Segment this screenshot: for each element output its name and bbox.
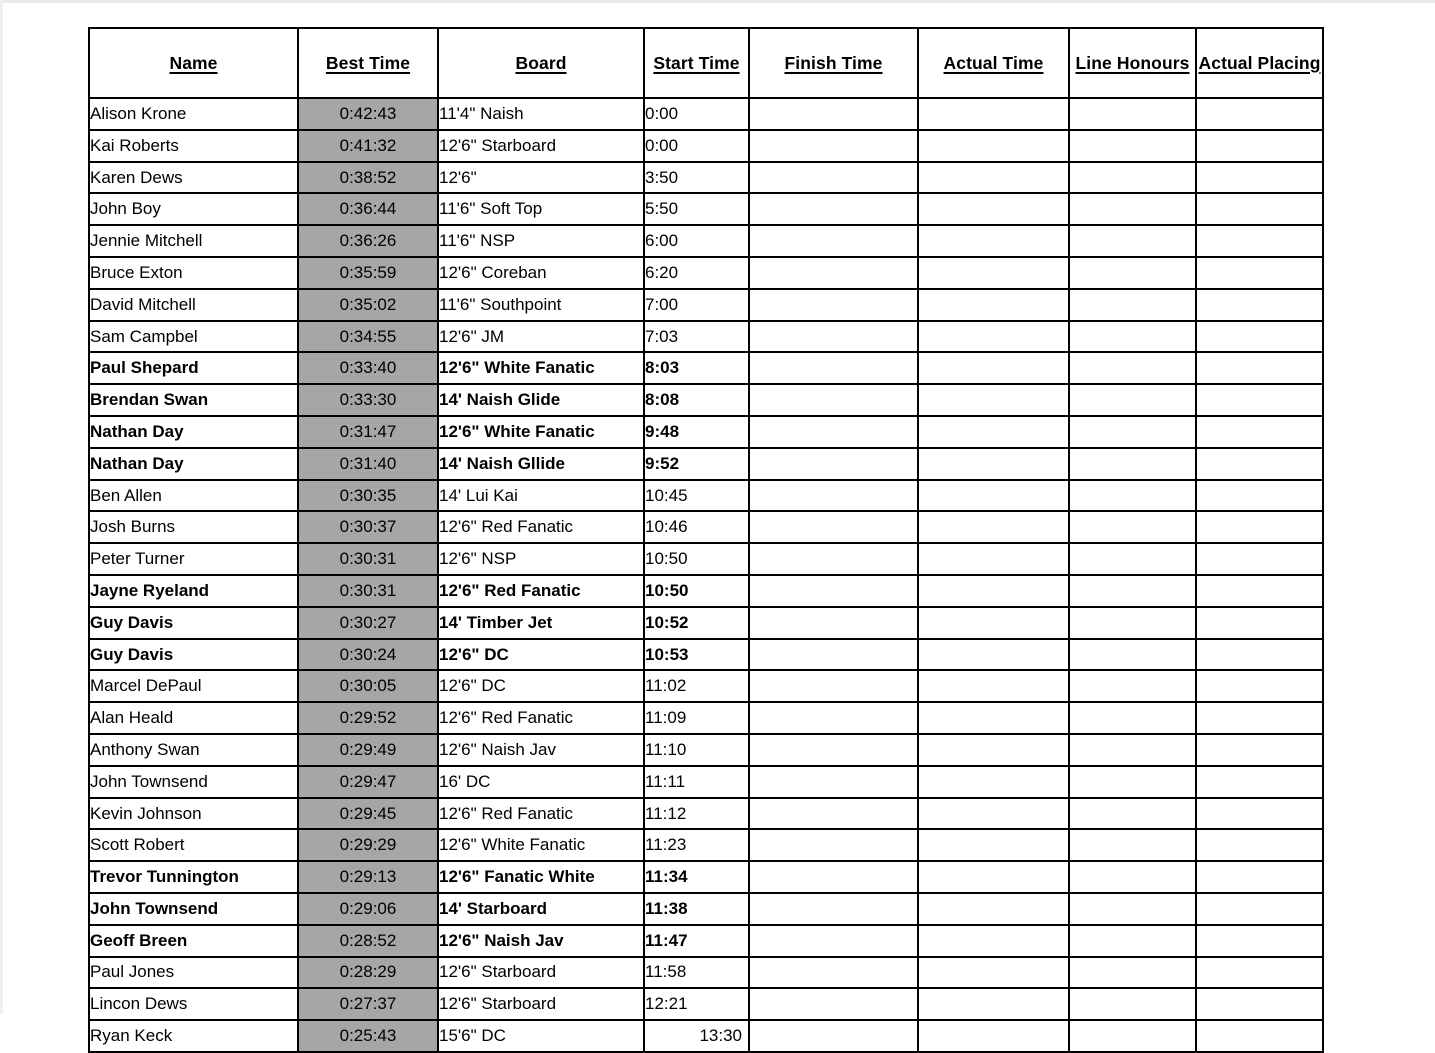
cell-actual[interactable] [918,893,1069,925]
cell-line[interactable] [1069,988,1196,1020]
cell-line[interactable] [1069,352,1196,384]
column-header-start-time[interactable] [644,28,749,98]
results-sheet [88,27,1322,1053]
cell-name[interactable]: David Mitchell [89,289,298,321]
cell-start[interactable]: 11:23 [644,829,749,861]
cell-actual[interactable] [918,798,1069,830]
cell-board[interactable]: 12'6" Naish Jav [438,925,644,957]
cell-board[interactable]: 12'6" Naish Jav [438,734,644,766]
cell-name[interactable]: Marcel DePaul [89,670,298,702]
cell-actual[interactable] [918,225,1069,257]
cell-placing[interactable] [1196,893,1323,925]
cell-start[interactable]: 11:12 [644,798,749,830]
cell-board[interactable]: 12'6" Red Fanatic [438,575,644,607]
header-row [89,28,1323,98]
cell-start[interactable]: 10:52 [644,607,749,639]
column-header-best-time[interactable] [298,28,438,98]
cell-actual[interactable] [918,98,1069,130]
cell-finish[interactable] [749,861,918,893]
table-row[interactable] [89,511,1323,543]
table-row[interactable] [89,98,1323,130]
cell-line[interactable] [1069,766,1196,798]
cell-line[interactable] [1069,257,1196,289]
table-row[interactable] [89,798,1323,830]
cell-start[interactable]: 11:11 [644,766,749,798]
cell-placing[interactable] [1196,607,1323,639]
cell-best[interactable]: 0:42:43 [298,98,438,130]
cell-placing[interactable] [1196,543,1323,575]
cell-actual[interactable] [918,925,1069,957]
cell-board[interactable]: 15'6" DC [438,1020,644,1052]
cell-start[interactable]: 11:58 [644,957,749,989]
cell-finish[interactable] [749,988,918,1020]
table-body [89,98,1323,1052]
cell-start[interactable]: 13:30 [644,1020,749,1052]
cell-placing[interactable] [1196,702,1323,734]
cell-best[interactable]: 0:29:49 [298,734,438,766]
table-row[interactable] [89,289,1323,321]
cell-best[interactable]: 0:33:40 [298,352,438,384]
cell-line[interactable] [1069,798,1196,830]
cell-start[interactable]: 6:20 [644,257,749,289]
cell-best[interactable]: 0:30:31 [298,575,438,607]
cell-board[interactable]: 12'6" Starboard [438,130,644,162]
cell-finish[interactable] [749,543,918,575]
cell-board[interactable]: 12'6" White Fanatic [438,352,644,384]
cell-name[interactable]: Trevor Tunnington [89,861,298,893]
cell-placing[interactable] [1196,798,1323,830]
cell-board[interactable]: 11'6" Southpoint [438,289,644,321]
cell-best[interactable]: 0:30:27 [298,607,438,639]
cell-best[interactable]: 0:29:06 [298,893,438,925]
cell-placing[interactable] [1196,289,1323,321]
cell-placing[interactable] [1196,829,1323,861]
cell-board[interactable]: 12'6" NSP [438,543,644,575]
cell-name[interactable]: Paul Shepard [89,352,298,384]
table-row[interactable] [89,829,1323,861]
cell-line[interactable] [1069,575,1196,607]
cell-name[interactable]: Bruce Exton [89,257,298,289]
cell-actual[interactable] [918,448,1069,480]
cell-actual[interactable] [918,384,1069,416]
cell-placing[interactable] [1196,416,1323,448]
column-header-actual-time[interactable] [918,28,1069,98]
cell-placing[interactable] [1196,352,1323,384]
cell-actual[interactable] [918,416,1069,448]
cell-finish[interactable] [749,193,918,225]
cell-line[interactable] [1069,384,1196,416]
cell-best[interactable]: 0:31:47 [298,416,438,448]
cell-finish[interactable] [749,257,918,289]
table-row[interactable] [89,893,1323,925]
cell-best[interactable]: 0:33:30 [298,384,438,416]
table-row[interactable] [89,448,1323,480]
cell-best[interactable]: 0:31:40 [298,448,438,480]
cell-finish[interactable] [749,575,918,607]
cell-name[interactable]: Jayne Ryeland [89,575,298,607]
cell-line[interactable] [1069,511,1196,543]
cell-start[interactable]: 11:38 [644,893,749,925]
cell-line[interactable] [1069,893,1196,925]
cell-actual[interactable] [918,352,1069,384]
cell-start[interactable]: 8:03 [644,352,749,384]
cell-best[interactable]: 0:29:29 [298,829,438,861]
cell-finish[interactable] [749,607,918,639]
cell-name[interactable]: Peter Turner [89,543,298,575]
cell-start[interactable]: 11:02 [644,670,749,702]
cell-start[interactable]: 7:03 [644,321,749,353]
cell-line[interactable] [1069,448,1196,480]
cell-finish[interactable] [749,416,918,448]
cell-placing[interactable] [1196,225,1323,257]
cell-name[interactable]: Karen Dews [89,162,298,194]
column-header-name-label: Name [169,52,218,73]
table-row[interactable] [89,321,1323,353]
cell-finish[interactable] [749,798,918,830]
cell-board[interactable]: 12'6" Starboard [438,957,644,989]
table-row[interactable] [89,416,1323,448]
cell-best[interactable]: 0:28:29 [298,957,438,989]
cell-actual[interactable] [918,670,1069,702]
cell-best[interactable]: 0:35:59 [298,257,438,289]
cell-line[interactable] [1069,543,1196,575]
table-row[interactable] [89,957,1323,989]
cell-board[interactable]: 14' Lui Kai [438,480,644,512]
cell-finish[interactable] [749,352,918,384]
cell-best[interactable]: 0:34:55 [298,321,438,353]
cell-placing[interactable] [1196,130,1323,162]
cell-finish[interactable] [749,448,918,480]
cell-line[interactable] [1069,670,1196,702]
column-header-start-time-label: Start Time [653,52,740,73]
cell-finish[interactable] [749,480,918,512]
cell-line[interactable] [1069,416,1196,448]
cell-best[interactable]: 0:36:26 [298,225,438,257]
cell-actual[interactable] [918,480,1069,512]
cell-start[interactable]: 11:47 [644,925,749,957]
cell-start[interactable]: 5:50 [644,193,749,225]
cell-name[interactable]: Scott Robert [89,829,298,861]
cell-finish[interactable] [749,225,918,257]
cell-best[interactable]: 0:35:02 [298,289,438,321]
cell-board[interactable]: 14' Timber Jet [438,607,644,639]
cell-start[interactable]: 0:00 [644,98,749,130]
cell-best[interactable]: 0:29:45 [298,798,438,830]
cell-finish[interactable] [749,1020,918,1052]
cell-board[interactable]: 12'6" Red Fanatic [438,798,644,830]
cell-start[interactable]: 8:08 [644,384,749,416]
cell-actual[interactable] [918,257,1069,289]
column-header-line-honours-label: Line Honours [1075,52,1190,73]
cell-board[interactable]: 12'6" DC [438,670,644,702]
cell-placing[interactable] [1196,575,1323,607]
cell-start[interactable]: 0:00 [644,130,749,162]
cell-finish[interactable] [749,130,918,162]
cell-finish[interactable] [749,925,918,957]
cell-name[interactable]: Alan Heald [89,702,298,734]
cell-start[interactable]: 12:21 [644,988,749,1020]
cell-actual[interactable] [918,829,1069,861]
cell-board[interactable]: 12'6" Red Fanatic [438,702,644,734]
cell-name[interactable]: Kai Roberts [89,130,298,162]
cell-finish[interactable] [749,670,918,702]
cell-board[interactable]: 12'6" Coreban [438,257,644,289]
cell-actual[interactable] [918,511,1069,543]
cell-finish[interactable] [749,829,918,861]
cell-line[interactable] [1069,98,1196,130]
cell-finish[interactable] [749,289,918,321]
cell-name[interactable]: Paul Jones [89,957,298,989]
scan-edge-left [0,0,3,1014]
cell-start[interactable]: 10:45 [644,480,749,512]
cell-best[interactable]: 0:29:13 [298,861,438,893]
cell-line[interactable] [1069,702,1196,734]
cell-best[interactable]: 0:29:47 [298,766,438,798]
cell-board[interactable]: 12'6" Red Fanatic [438,511,644,543]
cell-board[interactable]: 11'6" Soft Top [438,193,644,225]
cell-finish[interactable] [749,957,918,989]
cell-line[interactable] [1069,861,1196,893]
cell-best[interactable]: 0:28:52 [298,925,438,957]
cell-line[interactable] [1069,130,1196,162]
cell-actual[interactable] [918,639,1069,671]
cell-line[interactable] [1069,829,1196,861]
cell-name[interactable]: Ryan Keck [89,1020,298,1052]
cell-finish[interactable] [749,98,918,130]
cell-line[interactable] [1069,162,1196,194]
cell-finish[interactable] [749,639,918,671]
table-row[interactable] [89,162,1323,194]
cell-placing[interactable] [1196,670,1323,702]
cell-name[interactable]: Brendan Swan [89,384,298,416]
cell-name[interactable]: Anthony Swan [89,734,298,766]
cell-name[interactable]: John Townsend [89,893,298,925]
cell-name[interactable]: John Boy [89,193,298,225]
cell-best[interactable]: 0:30:35 [298,480,438,512]
table-row[interactable] [89,925,1323,957]
cell-actual[interactable] [918,734,1069,766]
cell-actual[interactable] [918,702,1069,734]
table-row[interactable] [89,988,1323,1020]
cell-placing[interactable] [1196,480,1323,512]
cell-name[interactable]: Ben Allen [89,480,298,512]
table-row[interactable] [89,670,1323,702]
cell-actual[interactable] [918,162,1069,194]
cell-actual[interactable] [918,543,1069,575]
cell-line[interactable] [1069,639,1196,671]
column-header-board-label: Board [515,52,567,73]
cell-finish[interactable] [749,766,918,798]
cell-finish[interactable] [749,893,918,925]
cell-best[interactable]: 0:38:52 [298,162,438,194]
cell-placing[interactable] [1196,448,1323,480]
cell-name[interactable]: John Townsend [89,766,298,798]
cell-start[interactable]: 10:50 [644,543,749,575]
cell-start[interactable]: 11:09 [644,702,749,734]
column-header-best-time-label: Best Time [325,52,411,73]
cell-board[interactable]: 12'6" White Fanatic [438,416,644,448]
table-row[interactable] [89,193,1323,225]
cell-start[interactable]: 7:00 [644,289,749,321]
cell-actual[interactable] [918,988,1069,1020]
cell-best[interactable]: 0:30:37 [298,511,438,543]
column-header-actual-placing[interactable] [1196,28,1323,98]
cell-board[interactable]: 14' Naish Glide [438,384,644,416]
cell-best[interactable]: 0:30:05 [298,670,438,702]
cell-finish[interactable] [749,734,918,766]
table-row[interactable] [89,352,1323,384]
cell-board[interactable]: 14' Starboard [438,893,644,925]
cell-placing[interactable] [1196,734,1323,766]
table-row[interactable] [89,257,1323,289]
cell-placing[interactable] [1196,511,1323,543]
cell-start[interactable]: 9:48 [644,416,749,448]
cell-name[interactable]: Josh Burns [89,511,298,543]
column-header-finish-time[interactable] [749,28,918,98]
cell-line[interactable] [1069,607,1196,639]
cell-actual[interactable] [918,1020,1069,1052]
cell-actual[interactable] [918,130,1069,162]
table-row[interactable] [89,575,1323,607]
cell-actual[interactable] [918,289,1069,321]
cell-start[interactable]: 11:34 [644,861,749,893]
cell-actual[interactable] [918,575,1069,607]
table-row[interactable] [89,639,1323,671]
race-results-table [88,27,1324,1053]
column-header-actual-placing-label: Actual Placing [1198,52,1321,73]
cell-placing[interactable] [1196,321,1323,353]
cell-line[interactable] [1069,289,1196,321]
cell-start[interactable]: 9:52 [644,448,749,480]
cell-board[interactable]: 12'6" Fanatic White [438,861,644,893]
table-row[interactable] [89,130,1323,162]
cell-placing[interactable] [1196,988,1323,1020]
scan-edge-top [0,0,1435,3]
cell-name[interactable]: Guy Davis [89,607,298,639]
cell-line[interactable] [1069,193,1196,225]
cell-board[interactable]: 14' Naish Gllide [438,448,644,480]
cell-placing[interactable] [1196,98,1323,130]
cell-best[interactable]: 0:25:43 [298,1020,438,1052]
cell-board[interactable]: 12'6" [438,162,644,194]
cell-board[interactable]: 12'6" White Fanatic [438,829,644,861]
cell-placing[interactable] [1196,1020,1323,1052]
column-header-board[interactable] [438,28,644,98]
cell-actual[interactable] [918,321,1069,353]
cell-actual[interactable] [918,607,1069,639]
table-row[interactable] [89,734,1323,766]
cell-actual[interactable] [918,193,1069,225]
cell-finish[interactable] [749,384,918,416]
cell-board[interactable]: 16' DC [438,766,644,798]
cell-best[interactable]: 0:30:24 [298,639,438,671]
column-header-finish-time-label: Finish Time [784,52,883,73]
table-row[interactable] [89,702,1323,734]
cell-placing[interactable] [1196,384,1323,416]
cell-finish[interactable] [749,321,918,353]
cell-name[interactable]: Alison Krone [89,98,298,130]
cell-best[interactable]: 0:41:32 [298,130,438,162]
cell-name[interactable]: Nathan Day [89,448,298,480]
table-row[interactable] [89,225,1323,257]
cell-line[interactable] [1069,734,1196,766]
cell-best[interactable]: 0:36:44 [298,193,438,225]
cell-start[interactable]: 6:00 [644,225,749,257]
cell-actual[interactable] [918,957,1069,989]
cell-placing[interactable] [1196,957,1323,989]
cell-line[interactable] [1069,1020,1196,1052]
cell-placing[interactable] [1196,257,1323,289]
cell-start[interactable]: 11:10 [644,734,749,766]
cell-actual[interactable] [918,766,1069,798]
cell-finish[interactable] [749,511,918,543]
cell-placing[interactable] [1196,639,1323,671]
cell-placing[interactable] [1196,193,1323,225]
table-row[interactable] [89,766,1323,798]
cell-board[interactable]: 12'6" DC [438,639,644,671]
cell-board[interactable]: 12'6" JM [438,321,644,353]
cell-board[interactable]: 12'6" Starboard [438,988,644,1020]
cell-start[interactable]: 10:50 [644,575,749,607]
column-header-actual-time-label: Actual Time [943,52,1044,73]
cell-placing[interactable] [1196,861,1323,893]
cell-name[interactable]: Kevin Johnson [89,798,298,830]
cell-line[interactable] [1069,321,1196,353]
cell-name[interactable]: Lincon Dews [89,988,298,1020]
cell-actual[interactable] [918,861,1069,893]
cell-name[interactable]: Nathan Day [89,416,298,448]
cell-placing[interactable] [1196,925,1323,957]
cell-board[interactable]: 11'6" NSP [438,225,644,257]
table-row[interactable] [89,607,1323,639]
cell-start[interactable]: 10:53 [644,639,749,671]
column-header-line-honours[interactable] [1069,28,1196,98]
cell-name[interactable]: Sam Campbel [89,321,298,353]
cell-name[interactable]: Jennie Mitchell [89,225,298,257]
table-row[interactable] [89,480,1323,512]
cell-start[interactable]: 3:50 [644,162,749,194]
cell-best[interactable]: 0:27:37 [298,988,438,1020]
cell-start[interactable]: 10:46 [644,511,749,543]
column-header-name[interactable] [89,28,298,98]
table-row[interactable] [89,543,1323,575]
cell-finish[interactable] [749,702,918,734]
cell-finish[interactable] [749,162,918,194]
cell-line[interactable] [1069,480,1196,512]
cell-line[interactable] [1069,957,1196,989]
table-row[interactable] [89,1020,1323,1052]
cell-line[interactable] [1069,225,1196,257]
cell-best[interactable]: 0:30:31 [298,543,438,575]
table-header [89,28,1323,98]
cell-name[interactable]: Guy Davis [89,639,298,671]
table-row[interactable] [89,384,1323,416]
cell-placing[interactable] [1196,162,1323,194]
cell-best[interactable]: 0:29:52 [298,702,438,734]
cell-name[interactable]: Geoff Breen [89,925,298,957]
cell-placing[interactable] [1196,766,1323,798]
cell-board[interactable]: 11'4" Naish [438,98,644,130]
table-row[interactable] [89,861,1323,893]
cell-line[interactable] [1069,925,1196,957]
